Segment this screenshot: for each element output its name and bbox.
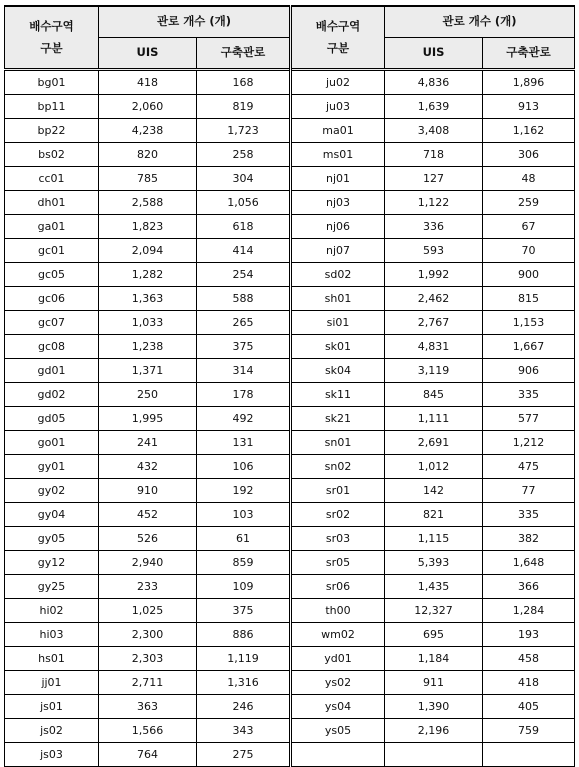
left-uis-cell: 4,238 <box>99 119 197 143</box>
right-zone-cell: sr02 <box>291 503 385 527</box>
left-uis-cell: 526 <box>99 527 197 551</box>
right-zone-cell: ys02 <box>291 671 385 695</box>
left-built-cell: 106 <box>197 455 291 479</box>
zone-header-right-line1: 배수구역 <box>315 18 361 33</box>
left-built-cell: 258 <box>197 143 291 167</box>
table-row <box>5 311 575 335</box>
left-built-cell: 1,119 <box>197 647 291 671</box>
left-uis-cell: 452 <box>99 503 197 527</box>
right-built-cell: 458 <box>483 647 575 671</box>
left-uis-cell: 2,060 <box>99 95 197 119</box>
right-built-cell: 759 <box>483 719 575 743</box>
right-uis-cell: 4,836 <box>385 70 483 95</box>
right-uis-cell: 127 <box>385 167 483 191</box>
right-built-cell: 306 <box>483 143 575 167</box>
left-built-cell: 103 <box>197 503 291 527</box>
right-built-cell: 900 <box>483 263 575 287</box>
left-built-cell: 1,316 <box>197 671 291 695</box>
table-row <box>5 623 575 647</box>
right-uis-cell: 1,122 <box>385 191 483 215</box>
right-zone-cell: nj06 <box>291 215 385 239</box>
built-header-left: 구축관로 <box>197 38 291 70</box>
right-uis-cell: 142 <box>385 479 483 503</box>
right-uis-cell: 1,390 <box>385 695 483 719</box>
left-uis-cell: 820 <box>99 143 197 167</box>
left-built-cell: 492 <box>197 407 291 431</box>
right-uis-cell: 1,115 <box>385 527 483 551</box>
right-zone-cell: ma01 <box>291 119 385 143</box>
left-zone-cell: dh01 <box>5 191 99 215</box>
right-uis-cell: 2,196 <box>385 719 483 743</box>
table-row <box>5 119 575 143</box>
left-zone-cell: gc07 <box>5 311 99 335</box>
left-built-cell: 414 <box>197 239 291 263</box>
right-built-cell: 1,896 <box>483 70 575 95</box>
right-built-cell: 70 <box>483 239 575 263</box>
left-built-cell: 168 <box>197 70 291 95</box>
left-built-cell: 343 <box>197 719 291 743</box>
left-zone-cell: gd02 <box>5 383 99 407</box>
right-zone-cell: ys05 <box>291 719 385 743</box>
table-row <box>5 671 575 695</box>
table-row <box>5 70 575 95</box>
left-built-cell: 1,723 <box>197 119 291 143</box>
left-zone-cell: bg01 <box>5 70 99 95</box>
left-uis-cell: 1,823 <box>99 215 197 239</box>
right-zone-cell: sr06 <box>291 575 385 599</box>
table-row <box>5 479 575 503</box>
left-built-cell: 131 <box>197 431 291 455</box>
table-container <box>4 5 575 767</box>
left-zone-cell: bs02 <box>5 143 99 167</box>
table-row <box>5 599 575 623</box>
left-uis-cell: 2,588 <box>99 191 197 215</box>
right-built-cell: 418 <box>483 671 575 695</box>
right-uis-cell: 2,691 <box>385 431 483 455</box>
left-zone-cell: cc01 <box>5 167 99 191</box>
left-built-cell: 886 <box>197 623 291 647</box>
table-body <box>5 70 575 767</box>
right-uis-cell: 1,435 <box>385 575 483 599</box>
right-built-cell: 1,162 <box>483 119 575 143</box>
right-uis-cell: 695 <box>385 623 483 647</box>
left-uis-cell: 250 <box>99 383 197 407</box>
left-zone-cell: gy05 <box>5 527 99 551</box>
right-uis-cell: 2,462 <box>385 287 483 311</box>
right-built-cell: 906 <box>483 359 575 383</box>
left-built-cell: 178 <box>197 383 291 407</box>
zone-header-left <box>5 6 99 70</box>
left-zone-cell: hs01 <box>5 647 99 671</box>
left-built-cell: 109 <box>197 575 291 599</box>
table-row <box>5 143 575 167</box>
table-row <box>5 551 575 575</box>
left-built-cell: 1,056 <box>197 191 291 215</box>
right-built-cell: 366 <box>483 575 575 599</box>
right-uis-cell: 3,119 <box>385 359 483 383</box>
left-zone-cell: gc08 <box>5 335 99 359</box>
right-built-cell: 577 <box>483 407 575 431</box>
right-uis-cell: 718 <box>385 143 483 167</box>
table-row <box>5 191 575 215</box>
table-row <box>5 695 575 719</box>
built-header-right: 구축관로 <box>483 38 575 70</box>
left-uis-cell: 2,300 <box>99 623 197 647</box>
left-uis-cell: 1,282 <box>99 263 197 287</box>
left-zone-cell: hi02 <box>5 599 99 623</box>
right-built-cell: 475 <box>483 455 575 479</box>
left-built-cell: 246 <box>197 695 291 719</box>
right-built-cell: 1,667 <box>483 335 575 359</box>
left-zone-cell: js01 <box>5 695 99 719</box>
count-header-left: 관로 개수 (개) <box>99 6 291 38</box>
right-uis-cell: 336 <box>385 215 483 239</box>
right-zone-cell: wm02 <box>291 623 385 647</box>
right-zone-cell: sd02 <box>291 263 385 287</box>
table-row <box>5 263 575 287</box>
table-row <box>5 527 575 551</box>
left-zone-cell: go01 <box>5 431 99 455</box>
right-uis-cell: 4,831 <box>385 335 483 359</box>
left-uis-cell: 363 <box>99 695 197 719</box>
right-built-cell: 77 <box>483 479 575 503</box>
right-uis-cell: 5,393 <box>385 551 483 575</box>
left-uis-cell: 1,025 <box>99 599 197 623</box>
table-row <box>5 383 575 407</box>
right-zone-cell: sr03 <box>291 527 385 551</box>
right-uis-cell: 1,992 <box>385 263 483 287</box>
pipe-count-table <box>4 5 575 767</box>
left-zone-cell: jj01 <box>5 671 99 695</box>
left-uis-cell: 764 <box>99 743 197 767</box>
left-uis-cell: 1,995 <box>99 407 197 431</box>
uis-header-right: UIS <box>385 38 483 70</box>
right-uis-cell: 3,408 <box>385 119 483 143</box>
right-built-cell: 405 <box>483 695 575 719</box>
left-uis-cell: 1,566 <box>99 719 197 743</box>
left-uis-cell: 2,711 <box>99 671 197 695</box>
right-zone-cell: sh01 <box>291 287 385 311</box>
right-built-cell: 67 <box>483 215 575 239</box>
left-zone-cell: gc06 <box>5 287 99 311</box>
left-uis-cell: 910 <box>99 479 197 503</box>
left-zone-cell: hi03 <box>5 623 99 647</box>
left-zone-cell: gc01 <box>5 239 99 263</box>
right-uis-cell: 845 <box>385 383 483 407</box>
right-zone-cell: ju02 <box>291 70 385 95</box>
table-row <box>5 335 575 359</box>
right-zone-cell: nj03 <box>291 191 385 215</box>
table-row <box>5 287 575 311</box>
right-uis-cell: 593 <box>385 239 483 263</box>
right-zone-cell: sn01 <box>291 431 385 455</box>
right-built-cell: 48 <box>483 167 575 191</box>
right-built-cell: 1,153 <box>483 311 575 335</box>
left-built-cell: 192 <box>197 479 291 503</box>
right-zone-cell: sk01 <box>291 335 385 359</box>
zone-header-right <box>291 6 385 70</box>
right-uis-cell: 1,012 <box>385 455 483 479</box>
left-built-cell: 819 <box>197 95 291 119</box>
left-uis-cell: 2,940 <box>99 551 197 575</box>
right-built-cell: 815 <box>483 287 575 311</box>
right-uis-cell: 911 <box>385 671 483 695</box>
right-uis-cell: 1,639 <box>385 95 483 119</box>
left-built-cell: 254 <box>197 263 291 287</box>
left-zone-cell: gd01 <box>5 359 99 383</box>
left-uis-cell: 1,033 <box>99 311 197 335</box>
zone-header-left-line2: 구분 <box>40 40 63 55</box>
right-built-cell: 1,284 <box>483 599 575 623</box>
left-uis-cell: 432 <box>99 455 197 479</box>
left-zone-cell: gd05 <box>5 407 99 431</box>
right-zone-cell: ju03 <box>291 95 385 119</box>
table-row <box>5 239 575 263</box>
right-zone-cell: sk04 <box>291 359 385 383</box>
left-built-cell: 588 <box>197 287 291 311</box>
right-built-cell: 1,212 <box>483 431 575 455</box>
right-built-cell: 335 <box>483 503 575 527</box>
right-zone-cell: ys04 <box>291 695 385 719</box>
left-built-cell: 314 <box>197 359 291 383</box>
right-built-cell: 259 <box>483 191 575 215</box>
right-zone-cell: sn02 <box>291 455 385 479</box>
right-zone-cell: si01 <box>291 311 385 335</box>
zone-header-left-line1: 배수구역 <box>29 18 74 33</box>
right-zone-cell: sr05 <box>291 551 385 575</box>
left-zone-cell: gy25 <box>5 575 99 599</box>
uis-header-left: UIS <box>99 38 197 70</box>
left-uis-cell: 418 <box>99 70 197 95</box>
left-zone-cell: gy02 <box>5 479 99 503</box>
zone-header-right-line2: 구분 <box>326 40 350 55</box>
left-built-cell: 275 <box>197 743 291 767</box>
left-built-cell: 265 <box>197 311 291 335</box>
table-row <box>5 455 575 479</box>
right-zone-cell: th00 <box>291 599 385 623</box>
table-row <box>5 431 575 455</box>
left-built-cell: 304 <box>197 167 291 191</box>
right-built-cell: 382 <box>483 527 575 551</box>
left-zone-cell: bp22 <box>5 119 99 143</box>
left-zone-cell: js02 <box>5 719 99 743</box>
table-row <box>5 407 575 431</box>
right-uis-cell: 1,111 <box>385 407 483 431</box>
left-uis-cell: 1,371 <box>99 359 197 383</box>
left-uis-cell: 1,363 <box>99 287 197 311</box>
table-row <box>5 359 575 383</box>
left-built-cell: 859 <box>197 551 291 575</box>
right-built-cell: 193 <box>483 623 575 647</box>
right-zone-cell: nj07 <box>291 239 385 263</box>
left-zone-cell: gy01 <box>5 455 99 479</box>
right-zone-cell: sr01 <box>291 479 385 503</box>
table-row <box>5 95 575 119</box>
left-built-cell: 375 <box>197 599 291 623</box>
left-uis-cell: 241 <box>99 431 197 455</box>
right-zone-cell: ms01 <box>291 143 385 167</box>
right-zone-cell: yd01 <box>291 647 385 671</box>
left-zone-cell: bp11 <box>5 95 99 119</box>
table-row <box>5 167 575 191</box>
table-row <box>5 647 575 671</box>
left-uis-cell: 785 <box>99 167 197 191</box>
left-zone-cell: gy04 <box>5 503 99 527</box>
right-zone-cell: sk21 <box>291 407 385 431</box>
left-zone-cell: gc05 <box>5 263 99 287</box>
table-header <box>5 6 575 70</box>
table-row <box>5 215 575 239</box>
right-zone-cell: sk11 <box>291 383 385 407</box>
right-built-cell: 335 <box>483 383 575 407</box>
right-uis-cell: 1,184 <box>385 647 483 671</box>
right-uis-cell: 821 <box>385 503 483 527</box>
count-header-right: 관로 개수 (개) <box>385 6 575 38</box>
right-zone-cell: nj01 <box>291 167 385 191</box>
right-uis-cell: 12,327 <box>385 599 483 623</box>
table-row <box>5 575 575 599</box>
left-built-cell: 61 <box>197 527 291 551</box>
table-row <box>5 503 575 527</box>
left-zone-cell: js03 <box>5 743 99 767</box>
left-uis-cell: 2,094 <box>99 239 197 263</box>
right-uis-cell: 2,767 <box>385 311 483 335</box>
table-row <box>5 719 575 743</box>
left-zone-cell: ga01 <box>5 215 99 239</box>
left-built-cell: 375 <box>197 335 291 359</box>
left-built-cell: 618 <box>197 215 291 239</box>
left-uis-cell: 233 <box>99 575 197 599</box>
right-built-cell: 1,648 <box>483 551 575 575</box>
left-uis-cell: 2,303 <box>99 647 197 671</box>
left-uis-cell: 1,238 <box>99 335 197 359</box>
right-built-cell: 913 <box>483 95 575 119</box>
left-zone-cell: gy12 <box>5 551 99 575</box>
